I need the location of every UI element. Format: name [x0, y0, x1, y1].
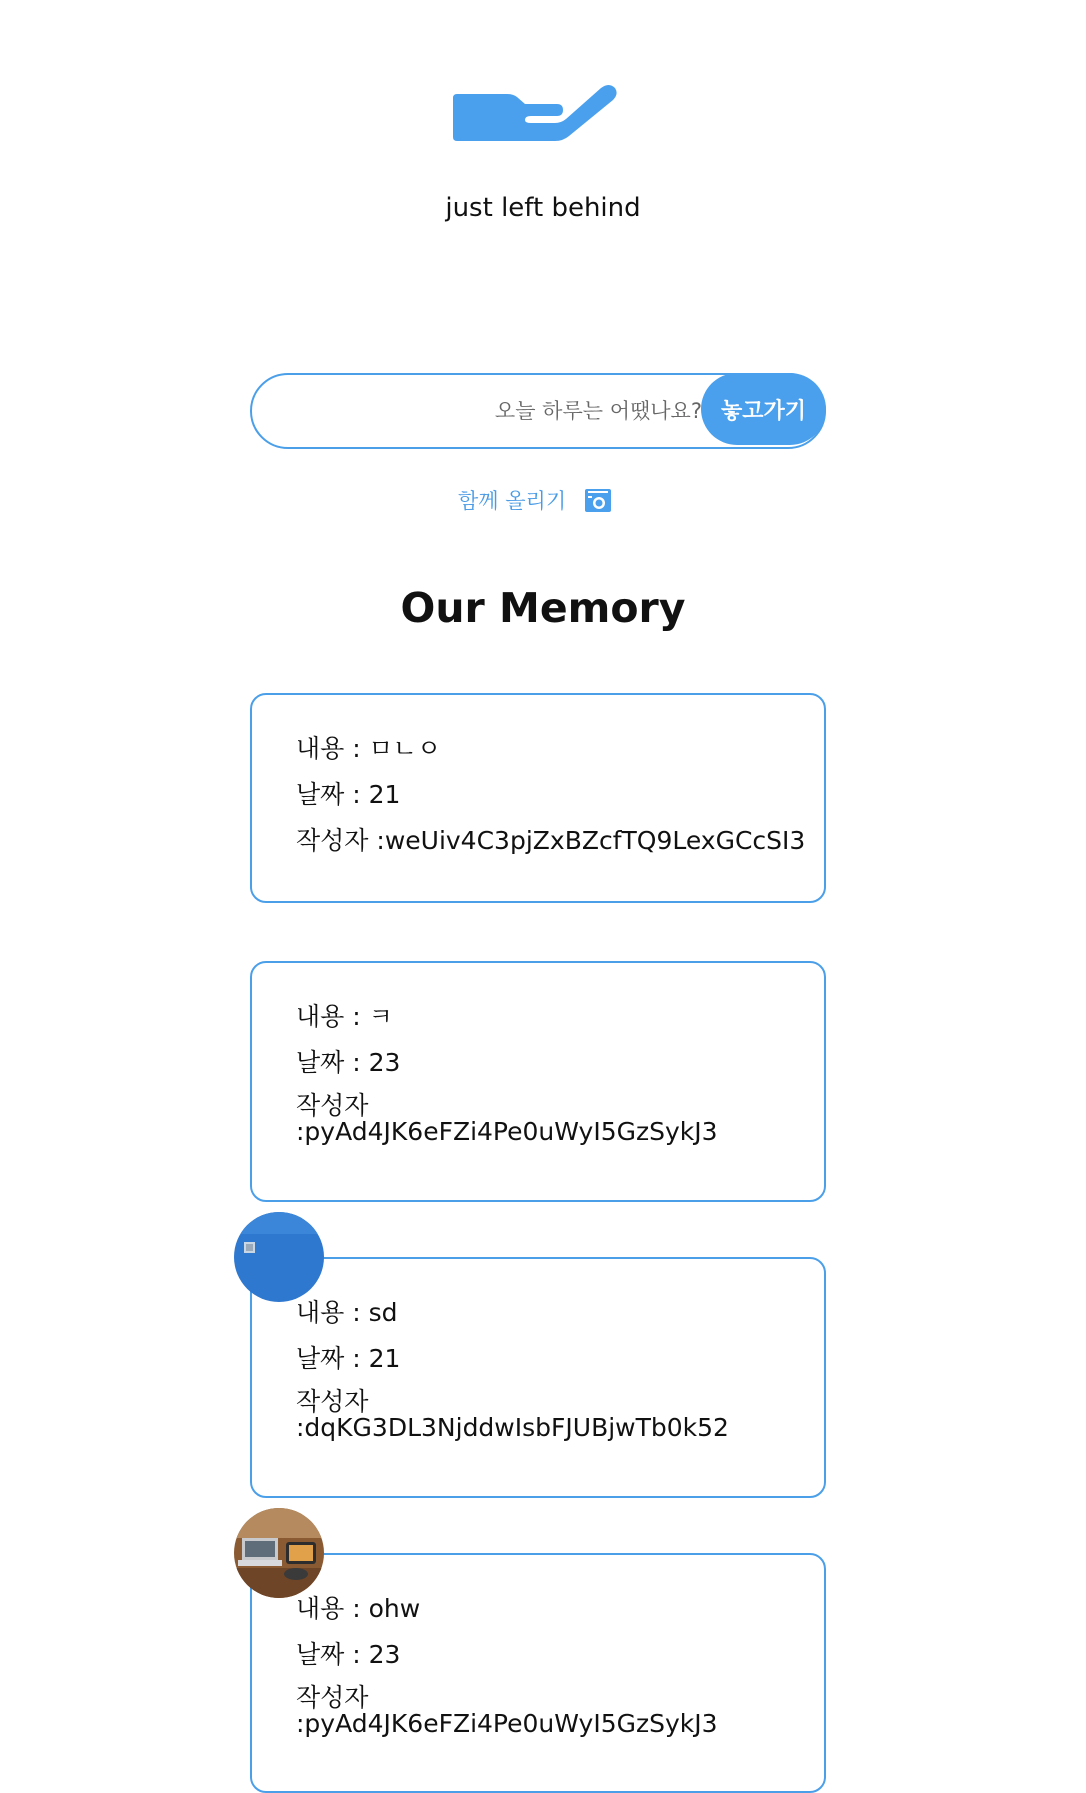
post-author-label: 작성자: [296, 1683, 369, 1712]
memory-card: [250, 961, 826, 1202]
tagline: just left behind: [445, 193, 641, 223]
upload-photo-button[interactable]: [458, 485, 612, 515]
memory-input[interactable]: [252, 375, 702, 447]
avatar: [234, 1212, 324, 1302]
hand-icon: [451, 78, 621, 144]
memory-card: [250, 693, 826, 903]
post-content: 내용 : ohw: [296, 1594, 421, 1623]
post-date: 날짜 : 21: [296, 780, 401, 809]
memory-card: [250, 1553, 826, 1793]
post-date: 날짜 : 21: [296, 1344, 401, 1373]
memory-card: [250, 1257, 826, 1498]
post-author-id: :pyAd4JK6eFZi4Pe0uWyI5GzSykJ3: [296, 1709, 718, 1738]
post-author-id: :pyAd4JK6eFZi4Pe0uWyI5GzSykJ3: [296, 1117, 718, 1146]
avatar: [234, 1508, 324, 1598]
post-content: 내용 : ㅁㄴㅇ: [296, 734, 442, 763]
post-author-id: :dqKG3DL3NjddwIsbFJUBjwTb0k52: [296, 1413, 729, 1442]
camera-icon: [584, 488, 612, 513]
post-content: 내용 : ㅋ: [296, 1002, 393, 1031]
post-author: 작성자 :weUiv4C3pjZxBZcfTQ9LexGCcSI3: [296, 826, 806, 855]
post-content: 내용 : sd: [296, 1298, 398, 1327]
submit-button[interactable]: 놓고가기: [701, 373, 826, 445]
upload-label: 함께 올리기: [458, 489, 567, 513]
post-date: 날짜 : 23: [296, 1048, 401, 1077]
post-date: 날짜 : 23: [296, 1640, 401, 1669]
section-title: Our Memory: [400, 584, 686, 632]
post-author-label: 작성자: [296, 1387, 369, 1416]
post-author-label: 작성자: [296, 1091, 369, 1120]
